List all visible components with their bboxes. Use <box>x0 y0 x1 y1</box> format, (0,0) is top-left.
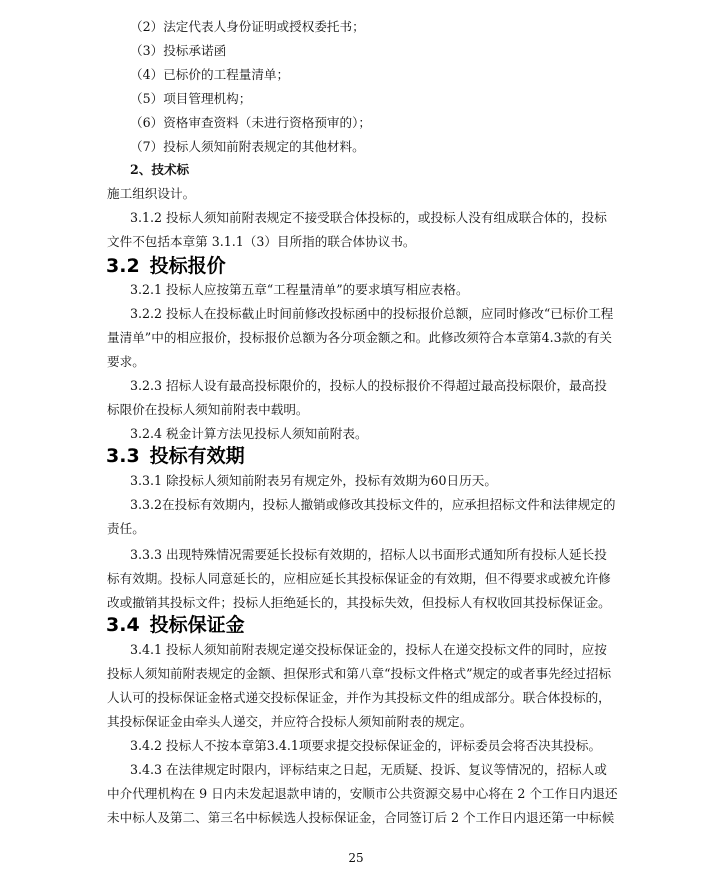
list-item: （7）投标人须知前附表规定的其他材料。 <box>130 139 365 154</box>
paragraph-line: 文件不包括本章第 3.1.1（3）目所指的联合体协议书。 <box>107 234 416 249</box>
section-title: 投标有效期 <box>149 445 245 467</box>
paragraph-line: 3.4.1 投标人须知前附表规定递交投标保证金的，投标人在递交投标文件的同时，应按 <box>130 642 607 657</box>
paragraph-line: 3.2.3 招标人设有最高投标限价的，投标人的投标报价不得超过最高投标限价，最高投 <box>130 378 607 393</box>
list-item: （3）投标承诺函 <box>130 43 227 58</box>
paragraph-line: 标限价在投标人须知前附表中载明。 <box>107 402 309 417</box>
list-item: （2）法定代表人身份证明或授权委托书； <box>130 19 365 34</box>
paragraph-line: 施工组织设计。 <box>107 186 196 201</box>
section-number: 3.3 <box>106 445 140 467</box>
paragraph-line: 标有效期。投标人同意延长的，应相应延长其投标保证金的有效期，但不得要求或被允许修 <box>107 571 611 586</box>
paragraph-line: 责任。 <box>107 521 145 536</box>
paragraph-line: 3.4.2 投标人不按本章第3.4.1项要求提交投标保证金的，评标委员会将否决其投标。 <box>130 738 602 753</box>
paragraph-line: 3.3.2在投标有效期内，投标人撤销或修改其投标文件的，应承担招标文件和法律规定的 <box>130 497 616 512</box>
paragraph-line: 3.2.2 投标人在投标截止时间前修改投标函中的投标报价总额，应同时修改“已标价工程 <box>130 306 614 321</box>
paragraph-line: 要求。 <box>107 354 145 369</box>
paragraph-line: 改或撤销其投标文件；投标人拒绝延长的，其投标失效，但投标人有权收回其投标保证金。 <box>107 595 611 610</box>
paragraph-line: 中介代理机构在 9 日内未发起退款申请的，安顺市公共资源交易中心将在 2 个工作日内退还 <box>107 786 618 801</box>
list-item: （4）已标价的工程量清单； <box>130 67 290 82</box>
paragraph-line: 量清单”中的相应报价，投标报价总额为各分项金额之和。此修改须符合本章第4.3款的有关 <box>107 330 613 345</box>
section-number: 3.2 <box>106 255 140 277</box>
list-item: （5）项目管理机构； <box>130 91 252 106</box>
paragraph-line: 其投标保证金由牵头人递交，并应符合投标人须知前附表的规定。 <box>107 714 473 729</box>
paragraph-line: 3.3.3 出现特殊情况需要延长投标有效期的，招标人以书面形式通知所有投标人延长投 <box>130 547 607 562</box>
page-number: 25 <box>348 851 364 865</box>
list-item: （6）资格审查资料（未进行资格预审的）； <box>130 115 371 130</box>
paragraph-line: 3.4.3 在法律规定时限内，评标结束之日起，无质疑、投诉、复议等情况的，招标人或 <box>130 762 607 777</box>
paragraph-line: 未中标人及第二、第三名中标候选人投标保证金，合同签订后 2 个工作日内退还第一中标候 <box>107 810 615 825</box>
sub-heading-technical: 2、技术标 <box>130 162 190 177</box>
paragraph-line: 人认可的投标保证金格式递交投标保证金，并作为其投标文件的组成部分。联合体投标的， <box>107 690 611 705</box>
section-heading-3-3 <box>106 444 245 468</box>
section-title: 投标保证金 <box>149 614 245 636</box>
paragraph-line: 3.2.1 投标人应按第五章“工程量清单”的要求填写相应表格。 <box>130 282 469 297</box>
paragraph-line: 3.1.2 投标人须知前附表规定不接受联合体投标的，或投标人没有组成联合体的，投标 <box>130 210 607 225</box>
paragraph-line: 3.3.1 除投标人须知前附表另有规定外，投标有效期为60日历天。 <box>130 473 497 488</box>
paragraph-line: 投标人须知前附表规定的金额、担保形式和第八章“投标文件格式”规定的或者事先经过招标 <box>107 666 612 681</box>
section-title: 投标报价 <box>149 255 226 277</box>
paragraph-line: 3.2.4 税金计算方法见投标人须知前附表。 <box>130 426 368 441</box>
section-heading-3-4 <box>106 613 245 637</box>
section-heading-3-2 <box>106 254 226 278</box>
section-number: 3.4 <box>106 614 140 636</box>
